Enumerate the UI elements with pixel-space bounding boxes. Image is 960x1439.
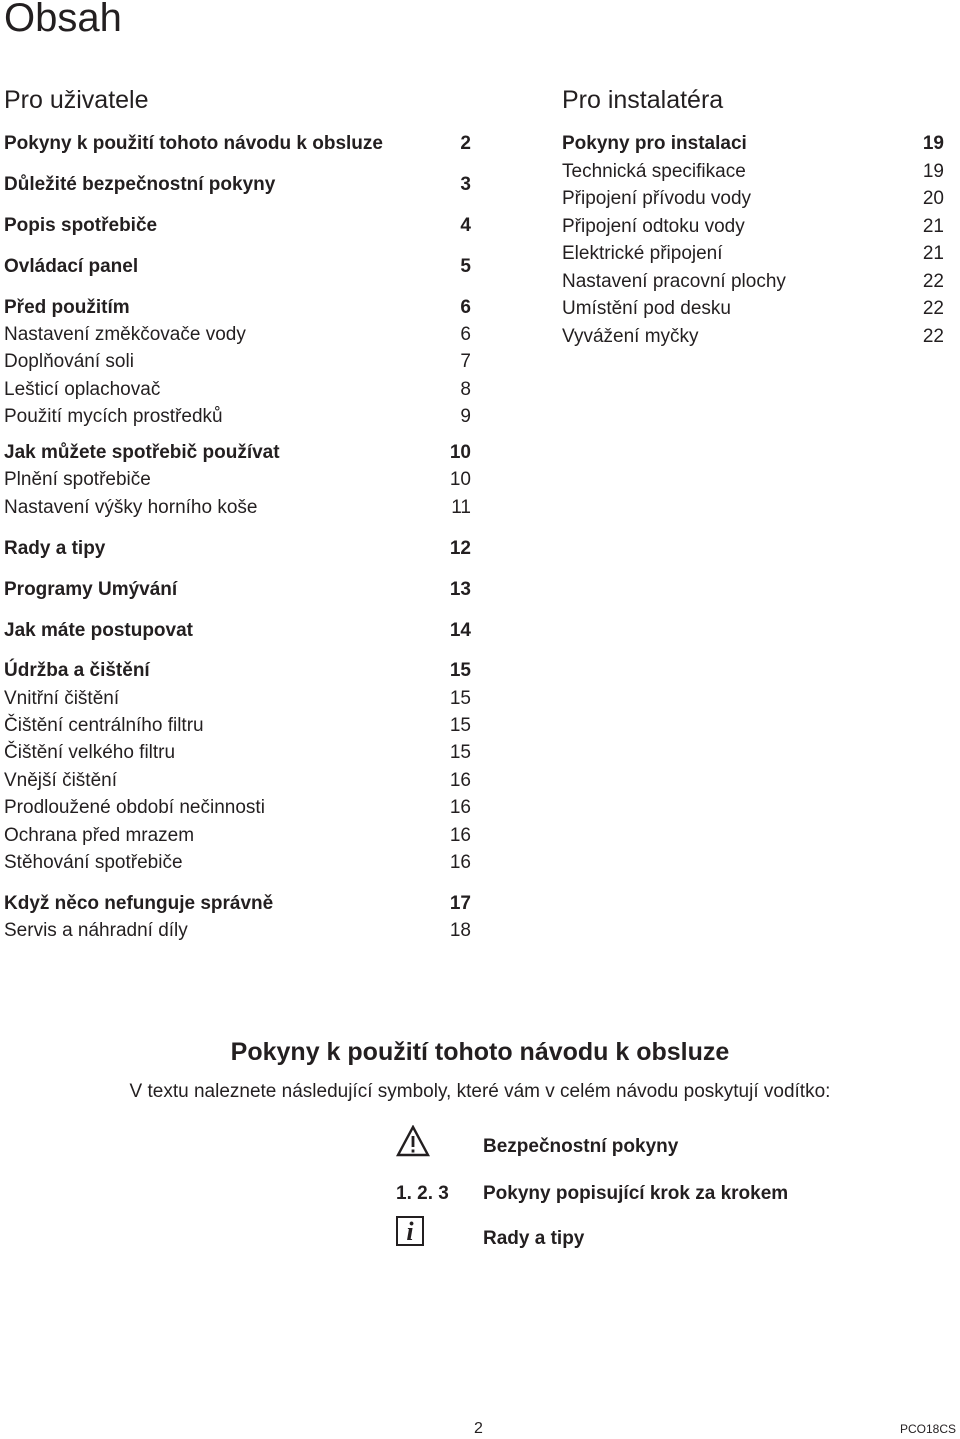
symbol-label-tips: Rady a tipy	[483, 1228, 585, 1249]
toc-entry-page: 16	[449, 770, 471, 791]
toc-entry-label: Jak máte postupovat	[4, 620, 193, 641]
page-title: Obsah	[4, 0, 122, 40]
toc-entry-page: 17	[449, 893, 471, 914]
toc-entry-label: Vyvážení myčky	[562, 326, 699, 347]
toc-entry-label: Připojení přívodu vody	[562, 188, 752, 209]
toc-entry-label: Programy Umývání	[4, 579, 178, 600]
toc-entry-page: 4	[460, 215, 471, 236]
toc-entry-label: Čištění centrálního filtru	[4, 715, 204, 736]
toc-entry-label: Ochrana před mrazem	[4, 825, 195, 846]
toc-entry-label: Když něco nefunguje správně	[4, 893, 274, 914]
toc-entry-page: 12	[449, 538, 471, 559]
toc-entry-page: 20	[922, 188, 944, 209]
toc-entry-page: 6	[460, 324, 471, 345]
toc-entry-page: 9	[460, 406, 471, 427]
toc-entry-page: 22	[922, 271, 944, 292]
toc-entry-page: 8	[460, 379, 471, 400]
document-code: PCO18CS	[899, 1422, 956, 1436]
toc-entry-page: 16	[449, 825, 471, 846]
toc-entry-label: Nastavení výšky horního koše	[4, 497, 258, 518]
toc-entry-label: Důležité bezpečnostní pokyny	[4, 174, 276, 195]
toc-entry-label: Připojení odtoku vody	[562, 216, 745, 237]
manual-usage-intro: V textu naleznete následující symboly, které vám v celém návodu poskytují vodítko:	[129, 1081, 831, 1102]
symbol-label-safety: Bezpečnostní pokyny	[483, 1136, 679, 1157]
toc-entry-page: 11	[451, 497, 471, 518]
toc-entry-page: 21	[922, 243, 944, 264]
toc-entry-page: 16	[449, 797, 471, 818]
toc-entry-page: 22	[922, 326, 944, 347]
toc-entry-label: Údržba a čištění	[4, 660, 150, 681]
info-icon: i	[396, 1216, 424, 1246]
toc-entry-page: 15	[449, 688, 471, 709]
toc-entry-page: 6	[460, 297, 471, 318]
toc-entry-label: Použití mycích prostředků	[4, 406, 223, 427]
toc-entry-page: 2	[460, 133, 471, 154]
toc-entry-page: 10	[449, 469, 471, 490]
toc-entry-label: Rady a tipy	[4, 538, 106, 559]
toc-entry-label: Nastavení pracovní plochy	[562, 271, 786, 292]
warning-triangle-icon	[396, 1125, 430, 1162]
toc-entry-page: 15	[449, 742, 471, 763]
toc-entry-label: Čištění velkého filtru	[4, 742, 176, 763]
toc-entry-label: Prodloužené období nečinnosti	[4, 797, 265, 818]
toc-entry-label: Plnění spotřebiče	[4, 469, 151, 490]
toc-entry-page: 15	[449, 715, 471, 736]
symbol-label-steps: Pokyny popisující krok za krokem	[483, 1183, 789, 1204]
toc-entry-page: 15	[449, 660, 471, 681]
toc-entry-label: Pokyny k použití tohoto návodu k obsluze	[4, 133, 383, 154]
toc-entry-label: Popis spotřebiče	[4, 215, 158, 236]
toc-entry-page: 13	[449, 579, 471, 600]
installer-section-heading: Pro instalatéra	[562, 86, 724, 114]
toc-entry-label: Pokyny pro instalaci	[562, 133, 747, 154]
toc-entry-page: 22	[922, 298, 944, 319]
toc-entry-page: 16	[449, 852, 471, 873]
toc-entry-label: Ovládací panel	[4, 256, 139, 277]
steps-symbol: 1. 2. 3	[396, 1183, 449, 1204]
toc-entry-page: 3	[460, 174, 471, 195]
toc-entry-label: Nastavení změkčovače vody	[4, 324, 246, 345]
toc-entry-page: 21	[922, 216, 944, 237]
toc-entry-label: Vnější čištění	[4, 770, 117, 791]
toc-entry-label: Technická specifikace	[562, 161, 746, 182]
toc-entry-label: Jak můžete spotřebič používat	[4, 442, 280, 463]
toc-entry-page: 10	[449, 442, 471, 463]
toc-entry-label: Doplňování soli	[4, 351, 134, 372]
manual-usage-heading: Pokyny k použití tohoto návodu k obsluze	[230, 1038, 730, 1066]
page-number: 2	[474, 1420, 483, 1437]
toc-entry-page: 14	[449, 620, 471, 641]
toc-entry-label: Servis a náhradní díly	[4, 920, 188, 941]
toc-entry-page: 19	[922, 133, 944, 154]
toc-entry-label: Umístění pod desku	[562, 298, 731, 319]
toc-entry-label: Elektrické připojení	[562, 243, 723, 264]
toc-entry-page: 18	[449, 920, 471, 941]
toc-entry-label: Před použitím	[4, 297, 130, 318]
toc-entry-label: Vnitřní čištění	[4, 688, 120, 709]
user-section-heading: Pro uživatele	[4, 86, 149, 114]
toc-entry-page: 5	[460, 256, 471, 277]
toc-entry-label: Stěhování spotřebiče	[4, 852, 183, 873]
toc-entry-label: Lešticí oplachovač	[4, 379, 161, 400]
toc-entry-page: 7	[460, 351, 471, 372]
toc-entry-page: 19	[922, 161, 944, 182]
